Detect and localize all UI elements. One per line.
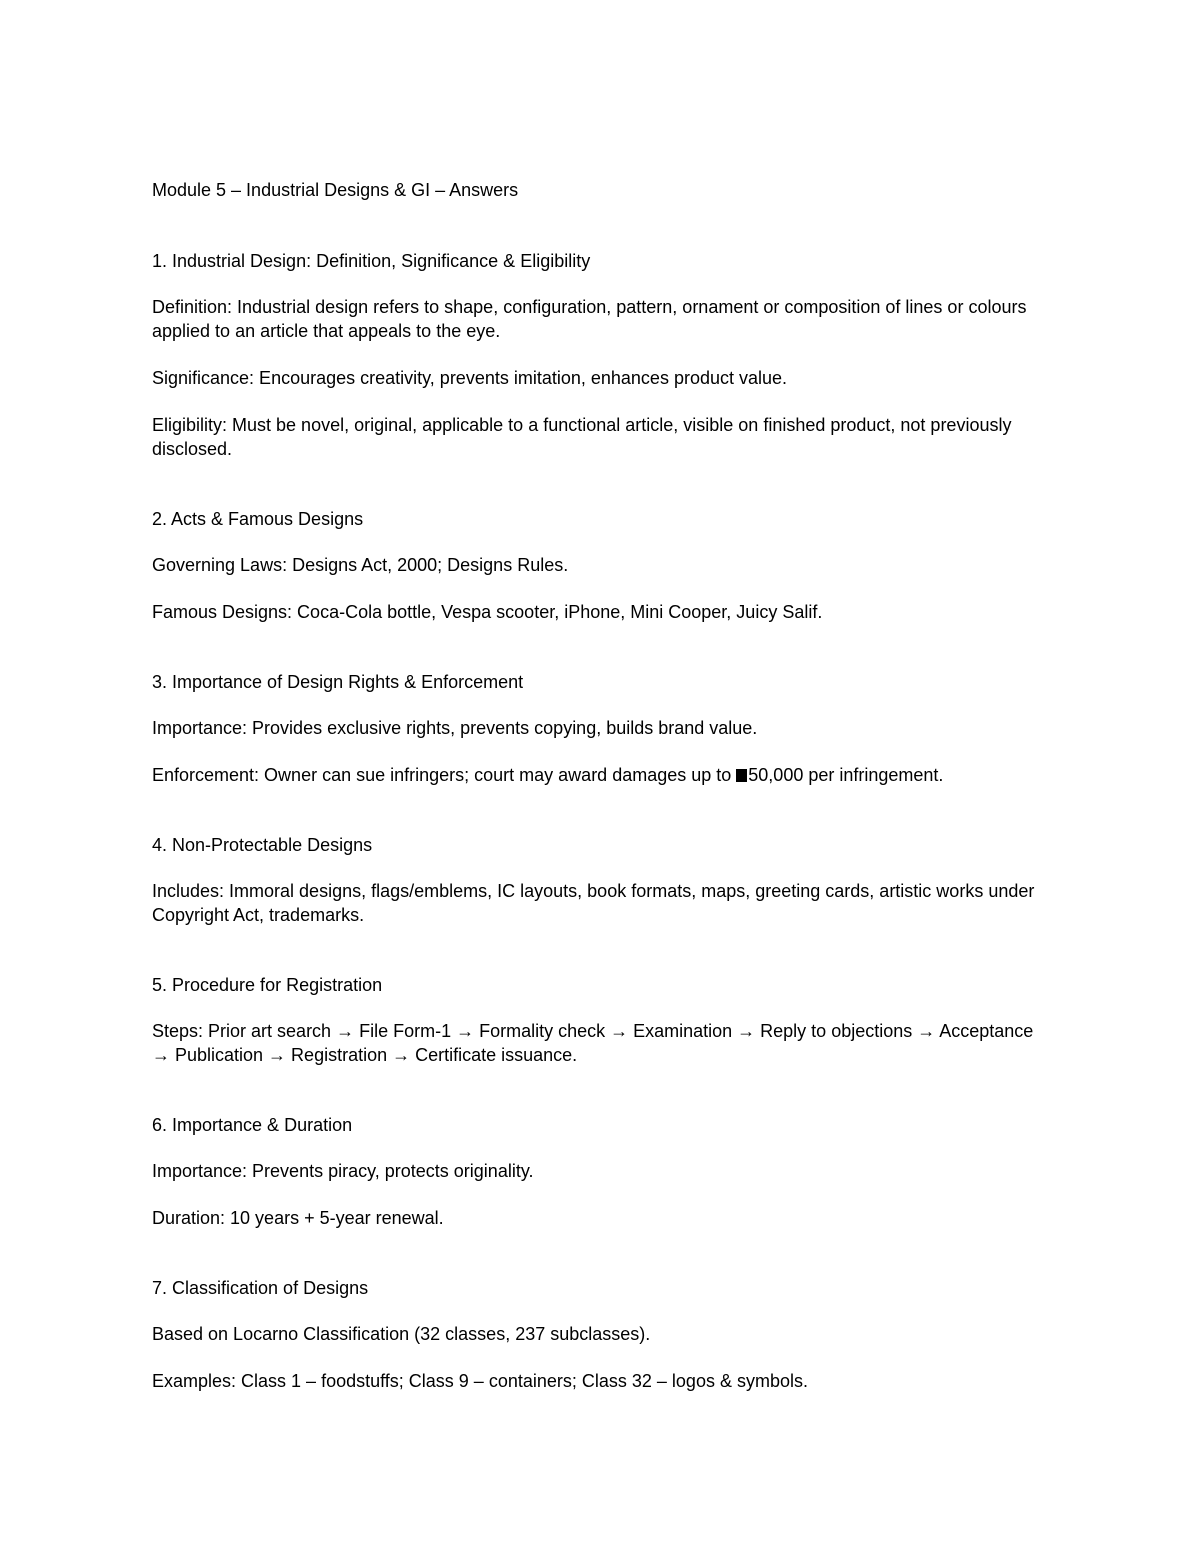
- paragraph-governing-laws: Governing Laws: Designs Act, 2000; Designs Rules.: [152, 555, 569, 575]
- section-5: [152, 973, 1052, 1067]
- section-7: [152, 1276, 1052, 1393]
- section-heading: 5. Procedure for Registration: [152, 975, 383, 995]
- section-1: [152, 249, 1052, 461]
- paragraph-includes: Includes: Immoral designs, flags/emblems, IC layouts, book formats, maps, greeting cards, artistic works under Copyright Act, trademarks.: [152, 881, 1035, 925]
- paragraph-steps: Steps: Prior art search → File Form-1 → Formality check → Examination → Reply to objections → Acceptance → Publication → Registration → Certificate issuance.: [152, 1021, 1034, 1065]
- enforcement-text-start: Enforcement: Owner can sue infringers; court may award damages up to: [152, 765, 737, 785]
- paragraph-significance: Significance: Encourages creativity, prevents imitation, enhances product value.: [152, 368, 788, 388]
- paragraph-enforcement: [152, 763, 1052, 787]
- section-4: [152, 833, 1052, 927]
- paragraph-importance: Importance: Prevents piracy, protects originality.: [152, 1161, 534, 1181]
- paragraph-locarno: Based on Locarno Classification (32 classes, 237 subclasses).: [152, 1324, 651, 1344]
- section-2: [152, 507, 1052, 624]
- missing-glyph-box-icon: [736, 769, 747, 782]
- paragraph-famous-designs: Famous Designs: Coca-Cola bottle, Vespa scooter, iPhone, Mini Cooper, Juicy Salif.: [152, 602, 823, 622]
- document-page: [152, 178, 1052, 1439]
- section-heading: 1. Industrial Design: Definition, Significance & Eligibility: [152, 251, 591, 271]
- section-heading: 6. Importance & Duration: [152, 1115, 353, 1135]
- paragraph-definition: Definition: Industrial design refers to shape, configuration, pattern, ornament or composition of lines or colours applied to an article that appeals to the eye.: [152, 297, 1027, 341]
- section-heading: 3. Importance of Design Rights & Enforcement: [152, 672, 524, 692]
- paragraph-duration: Duration: 10 years + 5-year renewal.: [152, 1208, 444, 1228]
- paragraph-eligibility: Eligibility: Must be novel, original, applicable to a functional article, visible on finished product, not previously disclosed.: [152, 415, 1012, 459]
- section-3: [152, 670, 1052, 787]
- section-heading: 4. Non-Protectable Designs: [152, 835, 373, 855]
- paragraph-examples: Examples: Class 1 – foodstuffs; Class 9 – containers; Class 32 – logos & symbols.: [152, 1371, 808, 1391]
- enforcement-text-end: 50,000 per infringement.: [748, 765, 944, 785]
- section-6: [152, 1113, 1052, 1230]
- section-heading: 2. Acts & Famous Designs: [152, 509, 364, 529]
- paragraph-importance: Importance: Provides exclusive rights, prevents copying, builds brand value.: [152, 718, 758, 738]
- document-title: Module 5 – Industrial Designs & GI – Answers: [152, 180, 519, 200]
- section-heading: 7. Classification of Designs: [152, 1278, 369, 1298]
